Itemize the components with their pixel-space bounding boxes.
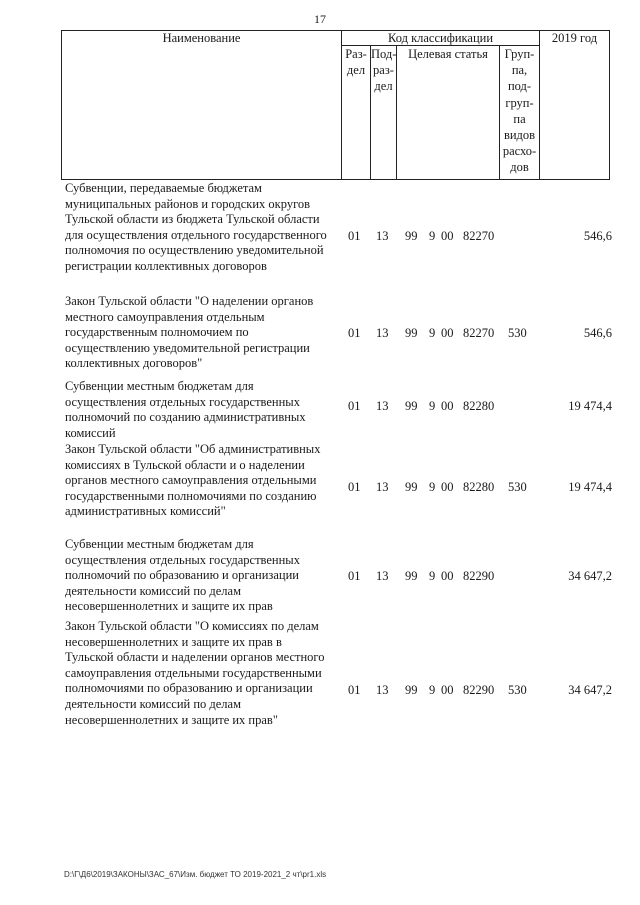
row-name: Закон Тульской области "Об административных комиссиях в Тульской области и о наделении органов местного самоуправления отдельными государственными полномочиями по созданию административных комиссий" — [65, 442, 321, 519]
row-code-t3: 00 — [441, 229, 454, 243]
row-code-t2: 9 — [429, 569, 436, 583]
row-code-razdel: 01 — [348, 569, 361, 583]
row-code-t4: 82280 — [463, 399, 495, 413]
row-code-t4: 82290 — [463, 569, 495, 583]
row-code-podrazdel: 13 — [376, 569, 389, 583]
row-code-t2: 9 — [429, 229, 436, 243]
row-code-podrazdel: 13 — [376, 229, 389, 243]
row-code-t1: 99 — [405, 569, 418, 583]
row-code-t1: 99 — [405, 399, 418, 413]
row-code-t2: 9 — [429, 480, 436, 494]
row-code-podrazdel: 13 — [376, 683, 389, 697]
header-target: Целевая статья — [408, 47, 488, 61]
row-code-t3: 00 — [441, 683, 454, 697]
row-amount: 34 647,2 — [568, 569, 612, 583]
row-code-t3: 00 — [441, 326, 454, 340]
row-code-t4: 82270 — [463, 229, 495, 243]
row-name: Закон Тульской области "О наделении органов местного самоуправления отдельным государственным полномочием по осуществлению уведомительной регистрации коллективных договоров" — [65, 294, 314, 371]
row-code-t1: 99 — [405, 480, 418, 494]
header-year: 2019 год — [551, 31, 598, 45]
row-code-razdel: 01 — [348, 683, 361, 697]
row-code-t2: 9 — [429, 326, 436, 340]
row-name: Закон Тульской области "О комиссиях по делам несовершеннолетних и защите их прав в Тульской области и наделении органов местного самоуправления отдельными государственными полномочиями по образованию и организации деятельности комиссий по делам несовершеннолетних и защите их прав" — [65, 619, 325, 727]
row-code-t1: 99 — [405, 229, 418, 243]
row-amount: 19 474,4 — [568, 480, 612, 494]
row-name: Субвенции, передаваемые бюджетам муниципальных районов и городских округов Тульской области из бюджета Тульской области для осуществления отдельного государственного полномочия по осуществлению уведомительной регистрации коллективных договоров — [65, 181, 327, 273]
header-group: Груп- па, под- груп- па видов расхо- дов — [502, 47, 537, 175]
row-code-razdel: 01 — [348, 326, 361, 340]
row-code-t3: 00 — [441, 399, 454, 413]
row-code-razdel: 01 — [348, 480, 361, 494]
row-name: Субвенции местным бюджетам для осуществления отдельных государственных полномочий по образованию и организации деятельности комиссий по делам несовершеннолетних и защите их прав — [65, 537, 300, 614]
row-code-t3: 00 — [441, 569, 454, 583]
row-code-t2: 9 — [429, 683, 436, 697]
header-podrazdel: Под- раз- дел — [371, 47, 397, 94]
row-amount: 546,6 — [583, 229, 612, 243]
header-name: Наименование — [162, 31, 241, 45]
row-name: Субвенции местным бюджетам для осуществления отдельных государственных полномочий по созданию административных комиссий — [65, 379, 306, 440]
row-code-t3: 00 — [441, 480, 454, 494]
row-code-podrazdel: 13 — [376, 326, 389, 340]
file-path-footer: D:\Г\Д6\2019\ЗАКОНЫ\ЗАС_67\Изм. бюджет ТО 2019-2021_2 чт\pr1.xls — [64, 870, 327, 879]
row-amount: 19 474,4 — [568, 399, 612, 413]
row-code-group: 530 — [508, 683, 527, 697]
row-code-t4: 82290 — [463, 683, 495, 697]
row-code-group: 530 — [508, 326, 527, 340]
row-code-t4: 82280 — [463, 480, 495, 494]
row-code-t4: 82270 — [463, 326, 495, 340]
row-code-razdel: 01 — [348, 229, 361, 243]
row-code-group: 530 — [508, 480, 527, 494]
row-code-t1: 99 — [405, 683, 418, 697]
row-code-razdel: 01 — [348, 399, 361, 413]
row-code-podrazdel: 13 — [376, 480, 389, 494]
page-number: 17 — [314, 12, 326, 26]
header-classification: Код классификации — [387, 31, 494, 45]
row-amount: 34 647,2 — [568, 683, 612, 697]
row-amount: 546,6 — [583, 326, 612, 340]
row-code-t2: 9 — [429, 399, 436, 413]
row-code-podrazdel: 13 — [376, 399, 389, 413]
header-razdel: Раз- дел — [345, 47, 367, 78]
row-code-t1: 99 — [405, 326, 418, 340]
